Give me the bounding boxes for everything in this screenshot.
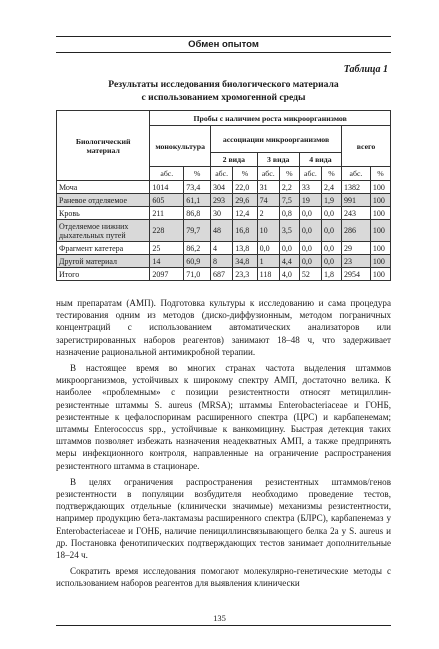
table-cell: 86,8 <box>184 207 211 220</box>
header-2-species: 2 вида <box>211 153 258 167</box>
table-cell: 16,8 <box>233 220 257 242</box>
table-cell: 286 <box>342 220 371 242</box>
table-cell: 100 <box>370 207 390 220</box>
table-row <box>57 207 391 220</box>
header-3-species: 3 вида <box>257 153 299 167</box>
table-cell: 4,4 <box>279 255 299 268</box>
table-cell: 2,2 <box>279 181 299 194</box>
table-cell: 0,0 <box>299 255 321 268</box>
table-cell: 991 <box>342 194 371 207</box>
table-cell: 74 <box>257 194 279 207</box>
table-cell: 8 <box>211 255 233 268</box>
table-cell: 29 <box>342 242 371 255</box>
row-label: Моча <box>57 181 150 194</box>
header-abs: абс. <box>150 167 184 181</box>
table-row <box>57 242 391 255</box>
table-cell: 0,0 <box>322 220 342 242</box>
table-cell: 0,8 <box>279 207 299 220</box>
table-row <box>57 268 391 281</box>
row-label: Итого <box>57 268 150 281</box>
section-header: Обмен опытом <box>188 39 259 50</box>
header-total: всего <box>342 126 391 167</box>
table-cell: 100 <box>370 181 390 194</box>
table-row <box>57 255 391 268</box>
table-cell: 1 <box>257 255 279 268</box>
table-cell: 29,6 <box>233 194 257 207</box>
header-abs: абс. <box>211 167 233 181</box>
header-mono: монокультура <box>150 126 211 167</box>
table-cell: 2097 <box>150 268 184 281</box>
header-abs: абс. <box>342 167 371 181</box>
header-pct: % <box>370 167 390 181</box>
table-cell: 0,0 <box>322 255 342 268</box>
table-cell: 0,0 <box>257 242 279 255</box>
table-cell: 23,3 <box>233 268 257 281</box>
table-cell: 12,4 <box>233 207 257 220</box>
table-cell: 0,0 <box>279 242 299 255</box>
table-cell: 100 <box>370 255 390 268</box>
table-cell: 0,0 <box>299 242 321 255</box>
table-cell: 211 <box>150 207 184 220</box>
table-cell: 0,0 <box>322 242 342 255</box>
table-cell: 4 <box>211 242 233 255</box>
table-cell: 2 <box>257 207 279 220</box>
row-label: Отделяемое нижних дыхательных путей <box>57 220 150 242</box>
header-pct: % <box>279 167 299 181</box>
page-number: 135 <box>213 613 226 623</box>
paragraph: Сократить время исследования помогают молекулярно-генетические методы с использованием наборов реагентов для выявления клинически <box>56 566 391 589</box>
table-cell: 23 <box>342 255 371 268</box>
table-cell: 34,8 <box>233 255 257 268</box>
header-top-rule <box>56 36 391 37</box>
table-cell: 228 <box>150 220 184 242</box>
header-probes: Пробы с наличием роста микроорганизмов <box>150 111 391 126</box>
table-cell: 605 <box>150 194 184 207</box>
table-cell: 33 <box>299 181 321 194</box>
table-row <box>57 194 391 207</box>
table-cell: 3,5 <box>279 220 299 242</box>
table-cell: 14 <box>150 255 184 268</box>
header-assoc: ассоциации микроорганизмов <box>211 126 342 153</box>
table-cell: 1,8 <box>322 268 342 281</box>
header-pct: % <box>233 167 257 181</box>
table-body <box>57 181 391 281</box>
paragraph: В настоящее время во многих странах частота выделения штаммов микроорганизмов, устойчивых к широкому спектру АМП, достаточно велика. К наиболее «проблемным» с позиции резистентности относят метициллин-резистентные штаммы S. aureus (MRSA); штаммы Enterobacteriaceae и ГОНБ, резистентные к цефалоспоринам расширенного спектра (ЦРС) и карбапенемам; штаммы Enterococcus spp., устойчивые к ванкомицину. Быстрая детекция таких штаммов позволяет избежать назначения неадекватных АМП, а также предпринять меры инфекционного контроля, направленные на ограничение распространения резистентного штамма в стационаре. <box>56 363 391 471</box>
header-4-species: 4 вида <box>299 153 341 167</box>
table-label: Таблица 1 <box>343 64 388 75</box>
table-cell: 293 <box>211 194 233 207</box>
table-cell: 687 <box>211 268 233 281</box>
table-cell: 0,0 <box>322 207 342 220</box>
table-cell: 86,2 <box>184 242 211 255</box>
table-cell: 1014 <box>150 181 184 194</box>
table-cell: 25 <box>150 242 184 255</box>
table-cell: 61,1 <box>184 194 211 207</box>
results-table <box>56 110 391 281</box>
table-cell: 2954 <box>342 268 371 281</box>
table-row <box>57 181 391 194</box>
table-cell: 31 <box>257 181 279 194</box>
table-cell: 52 <box>299 268 321 281</box>
header-pct: % <box>184 167 211 181</box>
header-material: Биологический материал <box>57 111 150 181</box>
header-pct: % <box>322 167 342 181</box>
table-cell: 4,0 <box>279 268 299 281</box>
table-cell: 100 <box>370 220 390 242</box>
row-label: Другой материал <box>57 255 150 268</box>
table-cell: 2,4 <box>322 181 342 194</box>
table-cell: 243 <box>342 207 371 220</box>
table-cell: 30 <box>211 207 233 220</box>
table-cell: 19 <box>299 194 321 207</box>
paragraph: ным препаратам (АМП). Подготовка культуры к исследованию и сама процедура тестирования одним из методов (диско-диффузионным, методом пограничных концентраций с использованием автоматических анализаторов или зарегистрированных наборов реагентов) занимают 18–48 ч, что задерживает назначение рациональной антимикробной терапии. <box>56 298 391 357</box>
table-cell: 0,0 <box>299 207 321 220</box>
table-cell: 13,8 <box>233 242 257 255</box>
table-cell: 60,9 <box>184 255 211 268</box>
table-row <box>57 220 391 242</box>
row-label: Раневое отделяемое <box>57 194 150 207</box>
table-cell: 304 <box>211 181 233 194</box>
row-label: Фрагмент катетера <box>57 242 150 255</box>
article-body <box>56 297 391 590</box>
table-title <box>56 79 391 104</box>
table-cell: 22,0 <box>233 181 257 194</box>
header-abs: абс. <box>299 167 321 181</box>
table-cell: 7,5 <box>279 194 299 207</box>
table-cell: 100 <box>370 242 390 255</box>
table-title-line2: с использованием хромогенной среды <box>141 91 306 103</box>
paragraph: В целях ограничения распространения резистентных штаммов/генов резистентности в популяции возбудителя необходимо проведение тестов, подтверждающих отдельные (клинически значимые) механизмы резистентности, например продукцию бета-лактамазы расширенного спектра (БЛРС), карбапенемаз у Enterobacteriaceae и ГОНБ, наличие пенициллинсвязывающего белка 2а у S. aureus и др. Постановка фенотипических подтверждающих тестов занимает дополнительные 18–24 ч. <box>56 476 391 561</box>
table-cell: 1382 <box>342 181 371 194</box>
header-bottom-rule <box>56 52 391 53</box>
table-cell: 1,9 <box>322 194 342 207</box>
table-cell: 100 <box>370 194 390 207</box>
header-abs: абс. <box>257 167 279 181</box>
table-cell: 100 <box>370 268 390 281</box>
table-cell: 73,4 <box>184 181 211 194</box>
footer-rule <box>56 625 391 626</box>
table-title-line1: Результаты исследования биологического материала <box>108 79 339 90</box>
table-cell: 48 <box>211 220 233 242</box>
table-cell: 0,0 <box>299 220 321 242</box>
table-cell: 71,0 <box>184 268 211 281</box>
row-label: Кровь <box>57 207 150 220</box>
table-cell: 118 <box>257 268 279 281</box>
table-cell: 79,7 <box>184 220 211 242</box>
table-cell: 10 <box>257 220 279 242</box>
